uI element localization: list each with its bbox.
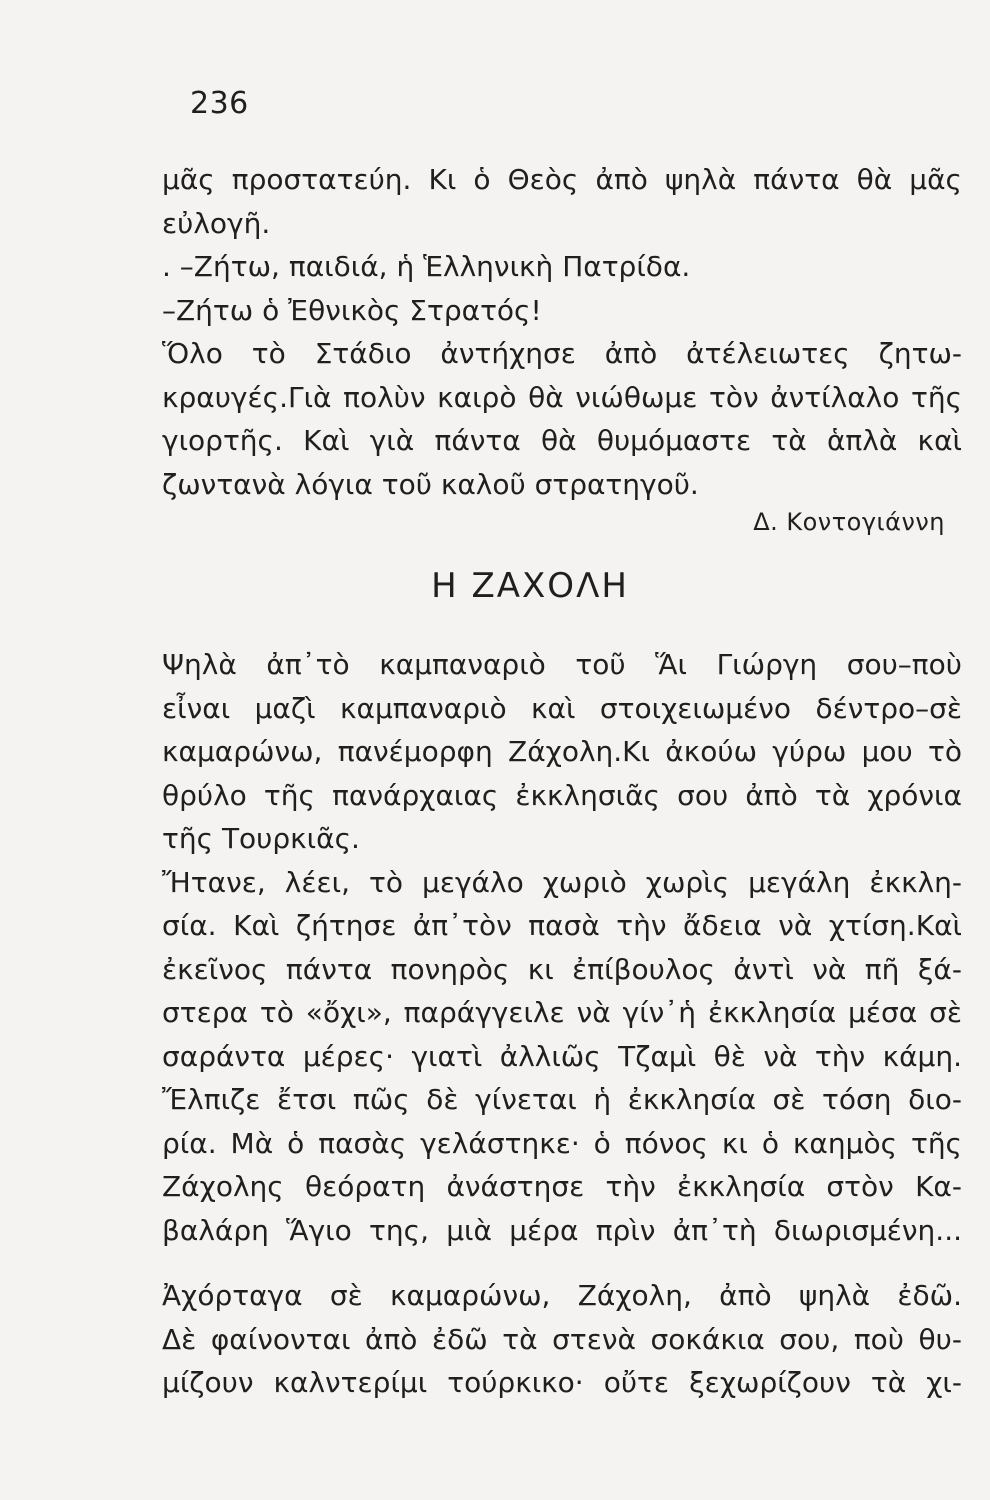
text-line: στερα τὸ «ὄχι», παράγγειλε νὰ γίν᾽ἡ ἐκκλησία μέσα σὲ: [162, 996, 962, 1029]
text-line: μίζουν καλντερίμι τούρκικο· οὔτε ξεχωρίζουν τὰ χι-: [162, 1366, 962, 1399]
text-line: Ὅλο τὸ Στάδιο ἀντήχησε ἀπὸ ἀτέλειωτες ζητω-: [162, 337, 962, 370]
text-block-zacholi: [162, 643, 962, 1252]
text-line: Ψηλὰ ἀπ᾽τὸ καμπαναριὸ τοῦ Ἅι Γιώργη σου–ποὺ: [162, 648, 962, 681]
text-block-continuation: [162, 1274, 962, 1405]
text-line: Ἔλπιζε ἔτσι πῶς δὲ γίνεται ἡ ἐκκλησία σὲ τόση διο-: [162, 1083, 962, 1116]
text-line: βαλάρη Ἅγιο της, μιὰ μέρα πρὶν ἀπ᾽τὴ διωρισμένη...: [162, 1213, 962, 1247]
text-line: Ἀχόρταγα σὲ καμαρώνω, Ζάχολη, ἀπὸ ψηλὰ ἐδῶ.: [162, 1279, 962, 1312]
text-line: σαράντα μέρες· γιατὶ ἀλλιῶς Τζαμὶ θὲ νὰ τὴν κάμη.: [162, 1039, 962, 1073]
text-line: ἐκεῖνος πάντα πονηρὸς κι ἐπίβουλος ἀντὶ νὰ πῆ ξά-: [162, 952, 962, 986]
text-line: ρία. Μὰ ὁ πασὰς γελάστηκε· ὁ πόνος κι ὁ καημὸς τῆς: [162, 1126, 962, 1160]
text-line: εὐλογῆ.: [162, 206, 271, 240]
text-line: –Ζήτω ὁ Ἐθνικὸς Στρατός!: [162, 293, 542, 327]
text-line: Ἤτανε, λέει, τὸ μεγάλο χωριὸ χωρὶς μεγάλη ἐκκλη-: [162, 865, 962, 899]
text-line: τῆς Τουρκιᾶς.: [162, 822, 360, 855]
text-block-ending: [162, 158, 962, 506]
text-line: . –Ζήτω, παιδιά, ἡ Ἑλληνικὴ Πατρίδα.: [162, 250, 691, 283]
text-line: καμαρώνω, πανέμορφη Ζάχολη.Κι ἀκούω γύρω μου τὸ: [162, 735, 962, 768]
text-line: ζωντανὰ λόγια τοῦ καλοῦ στρατηγοῦ.: [162, 467, 699, 501]
text-line: Δὲ φαίνονται ἀπὸ ἐδῶ τὰ στενὰ σοκάκια σου, ποὺ θυ-: [162, 1322, 962, 1356]
text-line: κραυγές.Γιὰ πολὺν καιρὸ θὰ νιώθωμε τὸν ἀντίλαλο τῆς: [162, 380, 962, 414]
text-line: εἶναι μαζὶ καμπαναριὸ καὶ στοιχειωμένο δέντρο–σὲ: [162, 691, 962, 725]
text-line: μᾶς προστατεύη. Κι ὁ Θεὸς ἀπὸ ψηλὰ πάντα θὰ μᾶς: [162, 163, 962, 196]
text-line: γιορτῆς. Καὶ γιὰ πάντα θὰ θυμόμαστε τὰ ἁπλὰ καὶ: [162, 424, 962, 457]
page-number: 236: [190, 86, 249, 121]
text-line: θρύλο τῆς πανάρχαιας ἐκκλησιᾶς σου ἀπὸ τὰ χρόνια: [162, 778, 962, 812]
section-title: Η ΖΑΧΟΛΗ: [431, 566, 629, 606]
text-line: Ζάχολης θεόρατη ἀνάστησε τὴν ἐκκλησία στὸν Κα-: [162, 1170, 962, 1203]
text-line: σία. Καὶ ζήτησε ἀπ᾽τὸν πασὰ τὴν ἄδεια νὰ χτίση.Καὶ: [162, 909, 962, 942]
author-signature: Δ. Κοντογιάννη: [753, 508, 945, 536]
